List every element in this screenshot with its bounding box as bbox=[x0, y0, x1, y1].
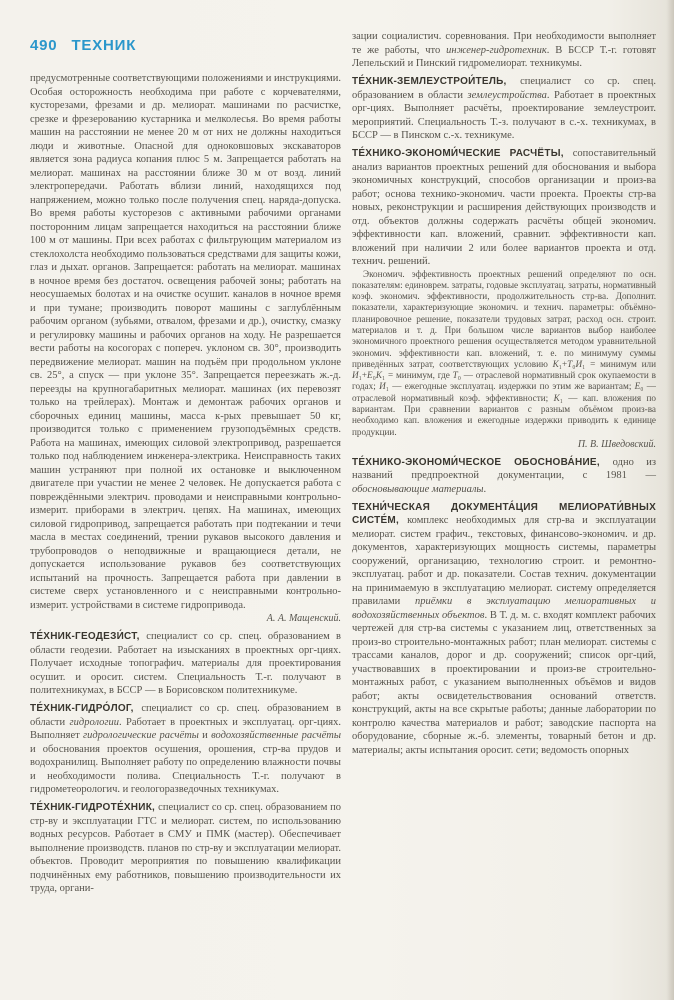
entry-body: специалист со ср. спец. образованием в области гидрологии. Работает в проектных и эксплуатац. орг-циях. Выполняет гидрологические расчёты и водохозяйственные расчёты и обоснования проектов осушения, орошения, стр-ва прудов и водохранилищ. Выполняет работу по определению влажности почвы и необходимости полива. Специальность Т.-г. получают в гидрометеорологич. и геологоразведочных техникумах. bbox=[30, 703, 341, 795]
page-gutter-shadow bbox=[666, 0, 674, 1000]
continuation-paragraph: предусмотренные соответствующими положениями и инструкциями. Особая осторожность необходима при работе с корчевателями, кусторезами, фрезами и др. мелиорат. машинами по расчистке, срезке и фрезерованию кустарника и мелколесья. Во время работы машин на расстоянии не менее 20 м от них не должны находиться люди и животные. Опасной для одноковшовых экскаваторов является зона радиуса копания плюс 5 м. Запрещается работать на мелиорат. машинах на расстоянии ближе 30 м от возд. линий электропередачи. Работать вблизи линий, находящихся под напряжением, можно только после получения спец. наряда-допуска. Во время работы кусторезов с активными рабочими органами посторонним лицам запрещается находиться на расстоянии ближе 100 м от машины. При всех работах с фильтрующим материалом из стеклохолста необходимо пользоваться средствами для защиты кожи, глаз и дыхат. органов. Запрещается: работать на мелиорат. машинах в ночное время без достаточ. освещения рабочей зоны; работать на неосушаемых болотах и на очистке осушит. каналов в ночное время и при тумане; производить поворот машины с заглублённым рабочим органом (зубьями, отвалом, фрезами и др.), очистку, смазку и регулировку машины и рабочих органов на ходу. Не разрешается вести работы на косогорах с попереч. уклоном св. 30°, производить передвижение мелиорат. машин на подъём при продольном уклоне св. 25°, а спуск — при уклоне 35°. Запрещается переезжать ж.-д. переезды на крупногабаритных мелиорат. машинах (их перевозят только на трейлерах). Монтаж и демонтаж рабочих органов и сборочных единиц машины, масса к-рых превышает 50 кг, производится только с применением грузоподъёмных средств. Работа на машинах, имеющих силовой электропривод, разрешается только под наблюдением инженера-электрика. Неисправность таких машин устраняют при полной их остановке и выключенном двигателе при участии не менее 2 человек. Не допускается работа с повреждёнными электрич. проводами и неисправными контрольно-измерит. приборами в электрич. цепях. На машинах, имеющих силовой гидропривод, запрещается работать при подтекании и течи масла в местах соединений, трении рукавов высокого давления и трубопроводов о неподвижные и вращающиеся детали, не допускается использование рукавов без соответствующих испытаний на прочность. Запрещается работа при давлении в системе сверх установленного и с неисправными контрольно-измерит. устройствами в системе гидропривода. bbox=[30, 73, 341, 611]
entry-headword: ТЕХНИ́ЧЕСКАЯ ДОКУМЕНТА́ЦИЯ МЕЛИОРАТИ́ВНЫХ СИСТЕ́М, bbox=[352, 501, 656, 527]
running-title: ТЕХНИК bbox=[71, 37, 137, 54]
entry-body: специалист со ср. спец. образованием в области землеустройства. Работает в проектных орг-циях. Выполняет расчёты, проектирование землеустроит. мероприятий. Специальность Т.-з. получают в с.-х. техникумах, в БССР — в Пинском с.-х. техникуме. bbox=[352, 76, 657, 141]
entry-headword: ТЕ́ХНИК-ГИДРО́ЛОГ, bbox=[30, 703, 142, 714]
running-header bbox=[30, 37, 136, 54]
entry-tehniko-ekonomicheskie-raschety bbox=[352, 147, 656, 269]
entry-body: одно из названий предпроектной документации, с 1981 — обосновывающие материалы. bbox=[352, 456, 656, 495]
author-signature: П. В. Шведовский. bbox=[577, 438, 656, 450]
entry-tehniko-ekonomicheskoe-obosnovanie bbox=[352, 456, 656, 497]
entry-headword: ТЕ́ХНИК-ЗЕМЛЕУСТРОИ́ТЕЛЬ, bbox=[352, 76, 521, 87]
entry-headword: ТЕ́ХНИК-ГИДРОТЕ́ХНИК, bbox=[30, 802, 159, 813]
entry-headword: ТЕ́ХНИК-ГЕОДЕЗИ́СТ, bbox=[30, 631, 147, 642]
continuation-paragraph: зации социалистич. соревнования. При необходимости выполняет те же работы, что инженер-гидротехник. В БССР Т.-г. готовят Лепельский и Пинский гидромелиорат. техникумы. bbox=[352, 31, 657, 69]
entry-technik-geodezist bbox=[30, 630, 341, 698]
entry-body: сопоставительный анализ вариантов проектных решений для обоснования и выбора экономичных конструкций, способов организации и произ-ва работ; основа технико-экономич. части проекта. Проекты стр-ва новых, реконструкции и расширения действующих производств и отд. объектов должны содержать расчёты общей экономич. эффективности кап. вложений, сравнит. эффективности кап. вложений при наличии 2 или более вариантов проекта и отд. технич. решений. bbox=[352, 148, 656, 267]
entry-headword: ТЕ́ХНИКО-ЭКОНОМИ́ЧЕСКОЕ ОБОСНОВА́НИЕ, bbox=[352, 456, 613, 468]
page-number: 490 bbox=[30, 37, 58, 54]
entry-tehnicheskaya-dokumentaciya bbox=[352, 501, 656, 758]
right-column bbox=[352, 30, 656, 970]
author-signature: А. А. Мащенский. bbox=[266, 613, 341, 624]
fine-print-paragraph: Экономич. эффективность проектных решений определяют по осн. показателям: единоврем. затраты, годовые эксплуатац. затраты, нормативный коэф. экономич. эффективности, продолжительность стр-ва. Дополнит. показатели, характеризующие экономич. и технич. параметры: объёмно-планировочное решение, показатели трудовых затрат, расход осн. строит. материалов и т. д. При большом числе вариантов выбор наиболее экономичного проектного решения осуществляется методом уравнительной экономич. эффективности кап. вложений, т. е. по минимуму суммы приведённых затрат, соответствующих условию К₁+Т₀И₁ = минимум или И₁+Е₀К₁ = минимум, где Т₀ — отраслевой нормативный срок окупаемости в годах; И₁ — ежегодные эксплуатац. издержки по этим же вариантам; Е₀ — отраслевой нормативный коэф. эффективности; К₁ — кап. вложения по вариантам. При сравнении вариантов с разным объёмом произ-ва необходимо кап. вложения и ежегодные издержки приводить к единице продукции. bbox=[352, 268, 656, 437]
entry-technik-gidrotehnik bbox=[30, 801, 341, 896]
entry-body: специалист со ср. спец. образованием в области геодезии. Работает на изысканиях в проектных орг-циях. Получает исходные топографич. материалы для проектирования осушит. и оросит. систем. Специальность Т.-г. получают в политехникумах, в БССР — в Борисовском политехникуме. bbox=[30, 631, 341, 696]
entry-technik-zemleustroitel bbox=[352, 75, 656, 143]
left-column bbox=[30, 72, 341, 972]
entry-body: комплекс необходимых для стр-ва и эксплуатации мелиорат. систем графич., текстовых, финансово-экономич. и др. документов, характеризующих мощность системы, параметры сооружений, организацию, технологию строит. и ремонтно-эксплуатац. работ и др. показатели. Состав технич. документации на принимаемую в эксплуатацию мелиорат. систему определяется правилами приёмки в эксплуатацию мелиоративных и водохозяйственных объектов. В Т. д. м. с. входят комплект рабочих чертежей для стр-ва системы с указанием лиц, ответственных за произ-во строительно-монтажных работ; план мелиорат. системы с трассами каналов, дорог и др. сооружений; список орг-ций, участвовавших в проектировании и произ-ве строительно-монтажных работ, с указанием выполненных объёмов и видов работ; акты освидетельствования оснований ответств. конструкций, акты на все скрытые работы; данные лаборатории по контролю качества материалов и работ; заводские паспорта на оборудование, сборные ж.-б. элементы, товарный бетон и др. материалы; акты испытания оросит. сети; ведомость опорных bbox=[352, 515, 657, 756]
entry-headword: ТЕ́ХНИКО-ЭКОНОМИ́ЧЕСКИЕ РАСЧЁТЫ, bbox=[352, 148, 573, 159]
entry-technik-gidrolog bbox=[30, 702, 341, 797]
entry-body: специалист со ср. спец. образованием по стр-ву и эксплуатации ГТС и мелиорат. систем, по использованию водных ресурсов. Работает в СМУ и ПМК (мастер). Обеспечивает выполнение производств. планов по стр-ву и эксплуатации мелиорат. объектов. Проводит мероприятия по повышению квалификации подчинённых ему работников, повышению производительности их труда, органи- bbox=[30, 802, 341, 894]
